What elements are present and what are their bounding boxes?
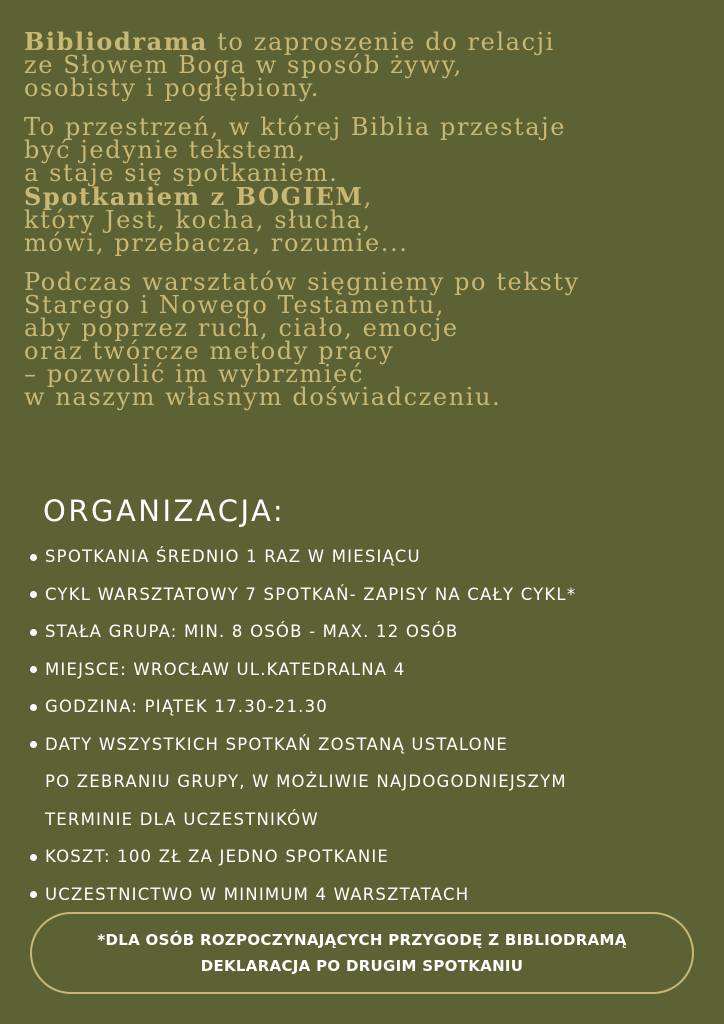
intro-p3-line-4: oraz twórcze metody pracy — [24, 337, 395, 365]
intro-p2-line-5: który Jest, kocha, słucha, — [24, 206, 372, 234]
organization-item: GODZINA: PIĄTEK 17.30-21.30 — [30, 688, 710, 726]
bullet-icon — [30, 591, 37, 598]
bullet-icon — [30, 704, 37, 711]
bullet-icon — [30, 629, 37, 636]
intro-p3-line-5: – pozwolić im wybrzmieć — [24, 360, 365, 388]
note-line-1: *DLA OSÓB ROZPOCZYNAJĄCYCH PRZYGODĘ Z BIBLIODRAMĄ — [97, 931, 627, 949]
intro-p2-line-3: a staje się spotkaniem. — [24, 159, 339, 187]
bullet-icon — [30, 741, 37, 748]
intro-p2-line-1: To przestrzeń, w której Biblia przestaje — [24, 113, 567, 141]
organization-item: STAŁA GRUPA: MIN. 8 OSÓB - MAX. 12 OSÓB — [30, 613, 710, 651]
bullet-icon — [30, 891, 37, 898]
organization-item: DATY WSZYSTKICH SPOTKAŃ ZOSTANĄ USTALONE — [30, 726, 710, 764]
intro-p2-line-2: być jedynie tekstem, — [24, 136, 307, 164]
intro-p3-line-1: Podczas warsztatów sięgniemy po teksty — [24, 268, 580, 296]
bibliodrama-bold: Bibliodrama — [24, 27, 208, 56]
intro-p3-line-3: aby poprzez ruch, ciało, emocje — [24, 314, 459, 342]
organization-item: SPOTKANIA ŚREDNIO 1 RAZ W MIESIĄCU — [30, 538, 710, 576]
note-box — [30, 912, 694, 994]
organization-list — [30, 538, 710, 913]
intro-text — [24, 27, 714, 425]
intro-paragraph-3 — [24, 268, 714, 411]
intro-p2-line-6: mówi, przebacza, rozumie... — [24, 229, 409, 257]
intro-paragraph-1 — [24, 27, 714, 102]
bullet-icon — [30, 666, 37, 673]
intro-p1-line-2: ze Słowem Boga w sposób żywy, — [24, 51, 463, 79]
intro-p2-line-4: Spotkaniem z BOGIEM, — [24, 182, 373, 211]
note-line-2: DEKLARACJA PO DRUGIM SPOTKANIU — [200, 957, 524, 975]
organization-item: UCZESTNICTWO W MINIMUM 4 WARSZTATACH — [30, 876, 710, 914]
organization-item: CYKL WARSZTATOWY 7 SPOTKAŃ- ZAPISY NA CAŁY CYKL* — [30, 576, 710, 614]
organization-item: KOSZT: 100 ZŁ ZA JEDNO SPOTKANIE — [30, 838, 710, 876]
bullet-icon — [30, 554, 37, 561]
organization-item-continuation: TERMINIE DLA UCZESTNIKÓW — [45, 809, 319, 829]
spotkaniem-bold: Spotkaniem z BOGIEM — [24, 182, 364, 211]
intro-p3-line-2: Starego i Nowego Testamentu, — [24, 291, 446, 319]
bullet-icon — [30, 854, 37, 861]
intro-p3-line-6: w naszym własnym doświadczeniu. — [24, 383, 502, 411]
intro-p1-line-3: osobisty i pogłębiony. — [24, 74, 321, 102]
intro-p1-line-1: Bibliodrama to zaproszenie do relacji — [24, 27, 555, 56]
organization-item-continuation: PO ZEBRANIU GRUPY, W MOŻLIWIE NAJDOGODNIEJSZYM — [45, 772, 567, 791]
intro-paragraph-2 — [24, 113, 714, 257]
organization-heading: ORGANIZACJA: — [43, 494, 286, 528]
organization-item: MIEJSCE: WROCŁAW UL.KATEDRALNA 4 — [30, 651, 710, 689]
